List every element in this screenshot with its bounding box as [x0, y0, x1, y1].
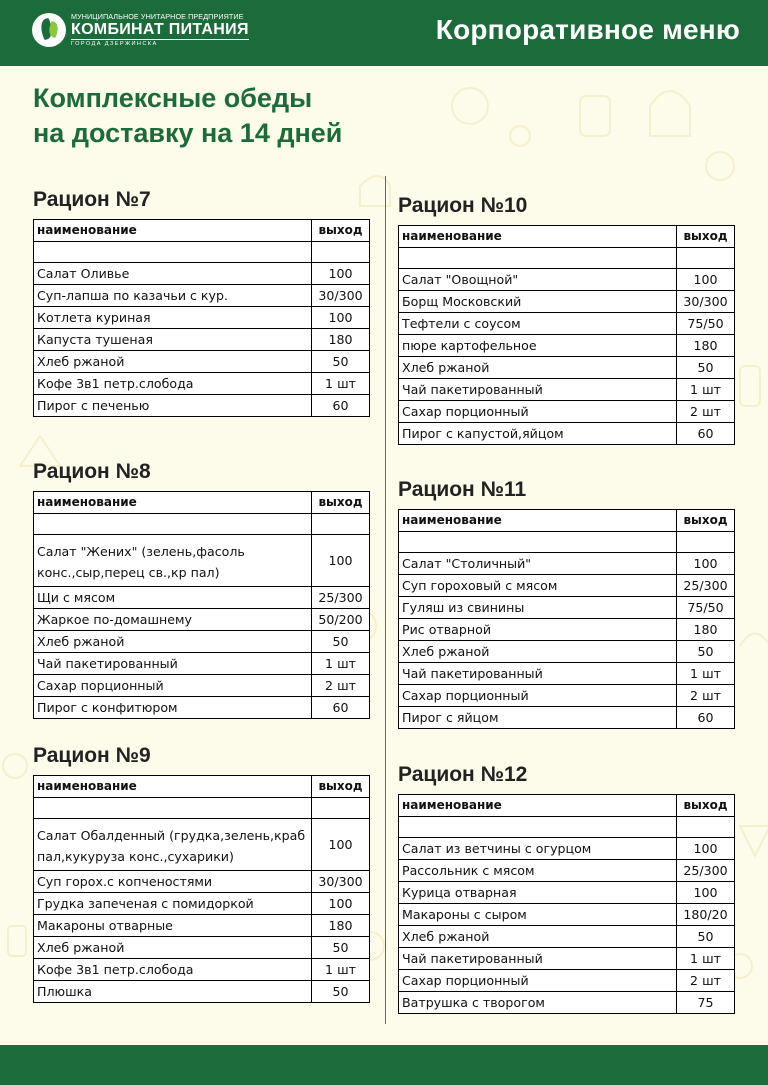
ration-title: Рацион №7 — [33, 188, 151, 211]
dish-yield: 1 шт — [677, 379, 735, 401]
dish-name: Салат "Жених" (зелень,фасоль конс.,сыр,перец св.,кр пал) — [34, 535, 312, 587]
dish-yield: 1 шт — [312, 653, 370, 675]
dish-yield: 180/20 — [677, 904, 735, 926]
table-row — [399, 575, 735, 597]
dish-yield: 100 — [677, 553, 735, 575]
column-header-name: наименование — [399, 226, 677, 248]
dish-yield: 30/300 — [312, 871, 370, 893]
dish-yield: 50 — [312, 981, 370, 1003]
menu-table — [33, 775, 370, 1003]
table-row — [34, 609, 370, 631]
dish-yield: 25/300 — [312, 587, 370, 609]
dish-name: Тефтели с соусом — [399, 313, 677, 335]
dish-name: Гуляш из свинины — [399, 597, 677, 619]
table-row — [399, 926, 735, 948]
column-header-name: наименование — [399, 510, 677, 532]
table-row — [399, 619, 735, 641]
dish-name: Рассольник с мясом — [399, 860, 677, 882]
dish-name: Хлеб ржаной — [34, 631, 312, 653]
dish-yield: 1 шт — [312, 959, 370, 981]
ration-block — [398, 477, 734, 729]
dish-name: пюре картофельное — [399, 335, 677, 357]
table-header-row — [34, 220, 370, 242]
column-header-name: наименование — [34, 776, 312, 798]
table-row — [399, 335, 735, 357]
logo-org-name: КОМБИНАТ ПИТАНИЯ — [71, 21, 249, 38]
dish-name: Салат "Столичный" — [399, 553, 677, 575]
table-row — [399, 269, 735, 291]
ration-block — [33, 459, 369, 719]
table-row — [399, 904, 735, 926]
dish-yield: 50 — [312, 937, 370, 959]
dish-name: Салат Обалденный (грудка,зелень,краб пал,кукуруза конс.,сухарики) — [34, 819, 312, 871]
dish-name: Макароны с сыром — [399, 904, 677, 926]
table-header-row — [34, 776, 370, 798]
table-row — [399, 663, 735, 685]
dish-yield: 100 — [677, 269, 735, 291]
dish-name: Чай пакетированный — [399, 663, 677, 685]
table-row — [399, 641, 735, 663]
column-divider — [385, 176, 386, 1024]
table-row — [34, 395, 370, 417]
dish-name: Жаркое по-домашнему — [34, 609, 312, 631]
table-row — [399, 313, 735, 335]
dish-yield: 100 — [312, 819, 370, 871]
dish-yield: 100 — [312, 535, 370, 587]
dish-yield: 100 — [677, 838, 735, 860]
header-title: Корпоративное меню — [435, 14, 740, 45]
dish-name: Пирог с печенью — [34, 395, 312, 417]
table-row — [34, 631, 370, 653]
table-row — [399, 838, 735, 860]
ration-block — [33, 187, 369, 417]
table-row — [34, 307, 370, 329]
dish-name: Кофе 3в1 петр.слобода — [34, 373, 312, 395]
dish-name: Хлеб ржаной — [399, 926, 677, 948]
table-row — [34, 351, 370, 373]
table-spacer-row — [34, 798, 370, 819]
table-row — [399, 707, 735, 729]
table-row — [399, 860, 735, 882]
table-row — [399, 597, 735, 619]
table-header-row — [399, 510, 735, 532]
dish-name: Рис отварной — [399, 619, 677, 641]
dish-name: Чай пакетированный — [399, 948, 677, 970]
dish-yield: 100 — [312, 893, 370, 915]
table-row — [399, 970, 735, 992]
column-header-yield: выход — [312, 492, 370, 514]
dish-yield: 25/300 — [677, 860, 735, 882]
dish-name: Сахар порционный — [399, 970, 677, 992]
table-row — [34, 653, 370, 675]
dish-name: Хлеб ржаной — [399, 641, 677, 663]
table-row — [34, 263, 370, 285]
dish-yield: 60 — [312, 697, 370, 719]
company-logo — [32, 12, 249, 48]
dish-name: Макароны отварные — [34, 915, 312, 937]
table-row — [399, 992, 735, 1014]
dish-yield: 30/300 — [312, 285, 370, 307]
table-row — [34, 285, 370, 307]
menu-table — [398, 509, 735, 729]
dish-yield: 1 шт — [677, 663, 735, 685]
dish-yield: 50 — [677, 641, 735, 663]
dish-name: Ватрушка с творогом — [399, 992, 677, 1014]
dish-name: Чай пакетированный — [34, 653, 312, 675]
dish-name: Сахар порционный — [399, 685, 677, 707]
dish-yield: 75/50 — [677, 597, 735, 619]
column-header-yield: выход — [312, 776, 370, 798]
dish-yield: 100 — [677, 882, 735, 904]
dish-yield: 1 шт — [312, 373, 370, 395]
table-spacer-row — [399, 817, 735, 838]
table-row — [399, 401, 735, 423]
dish-yield: 2 шт — [312, 675, 370, 697]
table-row — [399, 948, 735, 970]
table-spacer-row — [34, 514, 370, 535]
dish-yield: 100 — [312, 307, 370, 329]
table-row — [399, 291, 735, 313]
dish-name: Кофе 3в1 петр.слобода — [34, 959, 312, 981]
dish-name: Салат Оливье — [34, 263, 312, 285]
dish-yield: 180 — [677, 335, 735, 357]
logo-org-line: МУНИЦИПАЛЬНОЕ УНИТАРНОЕ ПРЕДПРИЯТИЕ — [71, 12, 244, 21]
dish-yield: 180 — [677, 619, 735, 641]
footer-bar — [0, 1045, 768, 1085]
table-row — [34, 675, 370, 697]
dish-name: Салат из ветчины с огурцом — [399, 838, 677, 860]
page-title-line1: Комплексные обеды — [33, 83, 313, 113]
dish-name: Хлеб ржаной — [34, 351, 312, 373]
table-row — [34, 373, 370, 395]
logo-org-city: ГОРОДА ДЗЕРЖИНСКА — [71, 41, 158, 47]
table-row — [34, 587, 370, 609]
dish-yield: 75 — [677, 992, 735, 1014]
table-header-row — [399, 795, 735, 817]
dish-yield: 100 — [312, 263, 370, 285]
dish-name: Курица отварная — [399, 882, 677, 904]
table-row — [399, 423, 735, 445]
table-row — [399, 882, 735, 904]
dish-name: Салат "Овощной" — [399, 269, 677, 291]
ration-title: Рацион №12 — [398, 763, 528, 786]
dish-yield: 2 шт — [677, 970, 735, 992]
dish-yield: 60 — [677, 423, 735, 445]
dish-yield: 2 шт — [677, 401, 735, 423]
dish-name: Сахар порционный — [399, 401, 677, 423]
ration-block — [398, 762, 734, 1014]
dish-name: Хлеб ржаной — [34, 937, 312, 959]
dish-yield: 50 — [312, 631, 370, 653]
column-header-yield: выход — [677, 510, 735, 532]
table-row — [34, 535, 370, 587]
dish-name: Пирог с конфитюром — [34, 697, 312, 719]
table-row — [34, 697, 370, 719]
menu-table — [398, 225, 735, 445]
table-row — [34, 981, 370, 1003]
dish-name: Грудка запеченая с помидоркой — [34, 893, 312, 915]
table-spacer-row — [399, 248, 735, 269]
table-row — [399, 379, 735, 401]
table-row — [34, 959, 370, 981]
dish-name: Пирог с капустой,яйцом — [399, 423, 677, 445]
table-row — [34, 329, 370, 351]
column-header-name: наименование — [34, 492, 312, 514]
menu-table — [33, 491, 370, 719]
dish-name: Пирог с яйцом — [399, 707, 677, 729]
table-row — [34, 871, 370, 893]
table-row — [34, 893, 370, 915]
table-row — [399, 357, 735, 379]
ration-title: Рацион №10 — [398, 194, 528, 217]
dish-yield: 50 — [677, 926, 735, 948]
ration-block — [33, 743, 369, 1003]
header-bar — [0, 0, 768, 66]
table-spacer-row — [34, 242, 370, 263]
dish-name: Борщ Московский — [399, 291, 677, 313]
dish-name: Котлета куриная — [34, 307, 312, 329]
dish-name: Плюшка — [34, 981, 312, 1003]
dish-name: Суп-лапша по казачьи с кур. — [34, 285, 312, 307]
dish-name: Сахар порционный — [34, 675, 312, 697]
dish-name: Капуста тушеная — [34, 329, 312, 351]
column-header-yield: выход — [677, 795, 735, 817]
dish-yield: 50/200 — [312, 609, 370, 631]
table-spacer-row — [399, 532, 735, 553]
column-header-name: наименование — [399, 795, 677, 817]
dish-name: Чай пакетированный — [399, 379, 677, 401]
table-header-row — [399, 226, 735, 248]
dish-yield: 60 — [677, 707, 735, 729]
menu-table — [33, 219, 370, 417]
dish-name: Суп гороховый с мясом — [399, 575, 677, 597]
ration-title: Рацион №11 — [398, 478, 527, 501]
dish-yield: 180 — [312, 329, 370, 351]
dish-yield: 1 шт — [677, 948, 735, 970]
dish-yield: 50 — [312, 351, 370, 373]
dish-name: Суп горох.с копченостями — [34, 871, 312, 893]
column-header-yield: выход — [312, 220, 370, 242]
table-row — [399, 685, 735, 707]
ration-block — [398, 193, 734, 445]
page-title-line2: на доставку на 14 дней — [33, 118, 343, 148]
column-header-name: наименование — [34, 220, 312, 242]
menu-table — [398, 794, 735, 1014]
ration-title: Рацион №8 — [33, 460, 151, 483]
dish-yield: 60 — [312, 395, 370, 417]
table-row — [399, 553, 735, 575]
table-row — [34, 915, 370, 937]
dish-name: Хлеб ржаной — [399, 357, 677, 379]
dish-yield: 30/300 — [677, 291, 735, 313]
dish-yield: 180 — [312, 915, 370, 937]
dish-yield: 2 шт — [677, 685, 735, 707]
dish-yield: 75/50 — [677, 313, 735, 335]
page-title — [33, 81, 453, 151]
ration-title: Рацион №9 — [33, 744, 151, 767]
table-row — [34, 819, 370, 871]
dish-name: Щи с мясом — [34, 587, 312, 609]
column-header-yield: выход — [677, 226, 735, 248]
dish-yield: 50 — [677, 357, 735, 379]
table-header-row — [34, 492, 370, 514]
dish-yield: 25/300 — [677, 575, 735, 597]
table-row — [34, 937, 370, 959]
logo-apple-icon — [32, 13, 66, 47]
